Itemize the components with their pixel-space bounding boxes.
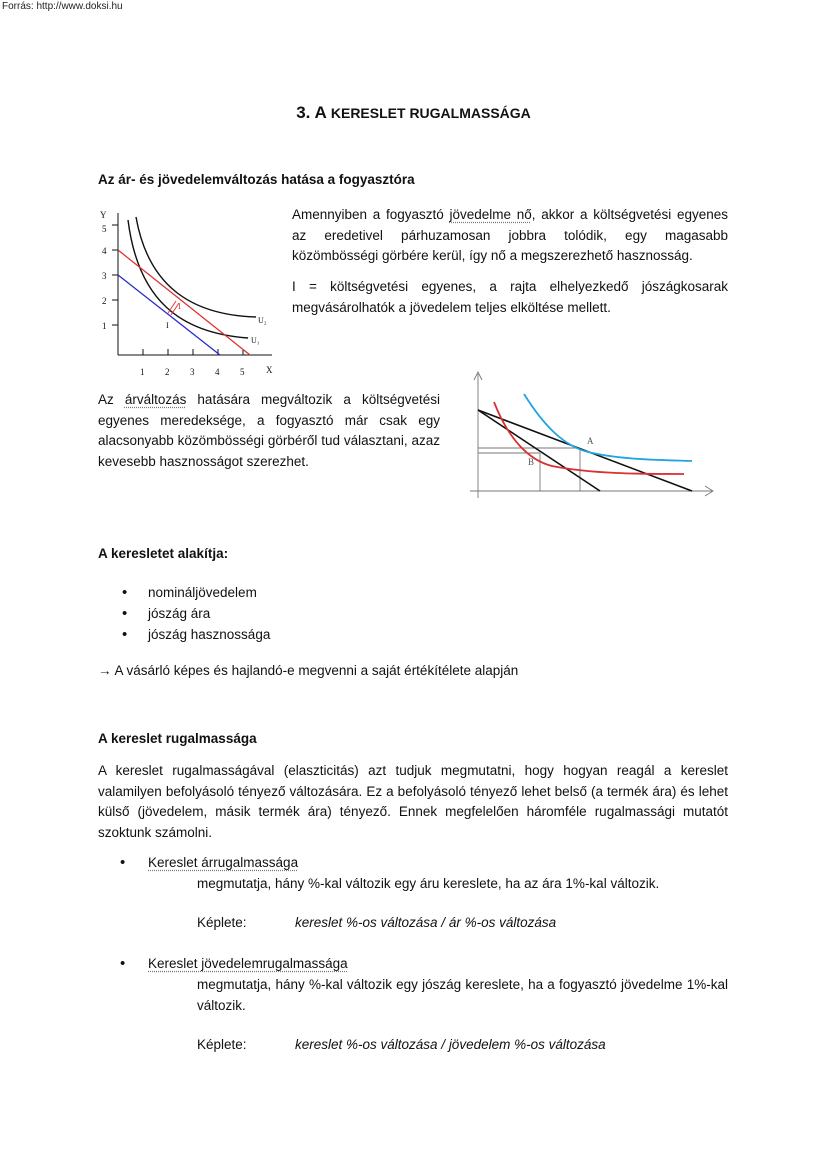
curve-label-u2: U₂	[258, 316, 267, 325]
page-title	[0, 103, 827, 123]
title-rest: KERESLET RUGALMASSÁGA	[330, 105, 531, 121]
section2-heading: A keresletet alakítja:	[98, 546, 229, 561]
income-term: jövedelme nő	[449, 207, 532, 222]
list-item: • jószág hasznossága	[100, 624, 600, 645]
section1-heading: Az ár- és jövedelemváltozás hatása a fogyasztóra	[98, 172, 415, 187]
budget-line-original	[118, 275, 220, 355]
income-change-paragraph	[292, 205, 728, 267]
text-span: Az	[98, 392, 125, 407]
budget-line-definition: I = költségvetési egyenes, a rajta elhelyezkedő jószágkosarak megvásárolhatók a jövedelem teljes elköltése mellett.	[292, 279, 728, 315]
budget-label-high: I	[178, 302, 181, 311]
price-change-paragraph	[98, 390, 440, 472]
text-span: , akkor a költségvetési egyenes az eredetivel párhuzamosan jobbra tolódik, egy magasabb közömbösségi görbére kerül, így nő a megszerezhető hasznosság.	[292, 207, 729, 263]
x-tick-label: 1	[140, 367, 145, 377]
y-axis-label: Y	[100, 210, 107, 220]
section3-heading: A kereslet rugalmassága	[98, 731, 257, 746]
x-tick-label: 4	[215, 367, 220, 377]
bullet-icon: •	[120, 955, 126, 972]
conclusion-line: → A vásárló képes és hajlandó-e megvenni a saját értékítélete alapján	[98, 663, 519, 678]
list-item: • jószág ára	[100, 603, 600, 624]
y-tick-label: 5	[102, 224, 107, 234]
x-tick-label: 2	[165, 367, 170, 377]
list-item: • nomináljövedelem	[100, 582, 600, 603]
price-elasticity-formula: kereslet %-os változása / ár %-os változása	[295, 915, 557, 930]
curve-label-u1: U₁	[251, 336, 260, 345]
budget-label-low: I	[166, 321, 169, 330]
income-elasticity-formula: kereslet %-os változása / jövedelem %-os változása	[295, 1037, 606, 1052]
price-term: árváltozás	[124, 392, 187, 407]
indifference-curve-u1	[128, 220, 248, 338]
income-elasticity-title: Kereslet jövedelemrugalmassága	[148, 956, 348, 971]
price-change-figure	[462, 368, 717, 503]
bullet-icon: •	[120, 854, 126, 871]
point-b-label: B	[528, 457, 535, 467]
x-axis-label: X	[266, 365, 273, 375]
point-a-label: A	[587, 436, 594, 446]
indifference-curve-high	[524, 394, 692, 461]
text-span: hatására megváltozik a költségvetési egyenes meredeksége, a fogyasztó már csak egy alacsonyabb közömbösségi görbéről tud választani, azaz kevesebb hasznosságot szerezhet.	[98, 392, 440, 469]
x-tick-label: 5	[240, 367, 245, 377]
y-tick-label: 4	[102, 246, 107, 256]
title-number: 3. A	[296, 103, 327, 122]
price-elasticity-title: Kereslet árrugalmassága	[148, 855, 299, 870]
text-span: Amennyiben a fogyasztó	[292, 207, 450, 222]
income-elasticity-desc: megmutatja, hány %-kal változik egy jószág kereslete, ha a fogyasztó jövedelme 1%-kal változik.	[197, 977, 728, 1013]
formula-label: Képlete:	[197, 915, 247, 930]
elasticity-intro: A kereslet rugalmasságával (elaszticitás) azt tudjuk megmutatni, hogy hogyan reagál a kereslet valamilyen befolyásoló tényező változására. Ez a befolyásoló tényező lehet belső (a termék ára) és lehet külső (jövedelem, másik termék ára) tényező. Ennek megfelelően háromféle rugalmassági mutatót szoktunk számolni.	[98, 763, 728, 840]
indifference-curve-u2	[136, 217, 256, 317]
budget-line-shifted	[118, 250, 250, 355]
y-tick-label: 1	[102, 321, 107, 331]
y-tick-label: 2	[102, 296, 107, 306]
factors-list	[100, 582, 600, 645]
formula-label: Képlete:	[197, 1037, 247, 1052]
source-label: Forrás: http://www.doksi.hu	[2, 1, 123, 12]
price-elasticity-desc: megmutatja, hány %-kal változik egy áru kereslete, ha az ára 1%-kal változik.	[197, 876, 660, 891]
y-tick-label: 3	[102, 271, 107, 281]
x-tick-label: 3	[190, 367, 195, 377]
indifference-figure	[90, 205, 280, 380]
